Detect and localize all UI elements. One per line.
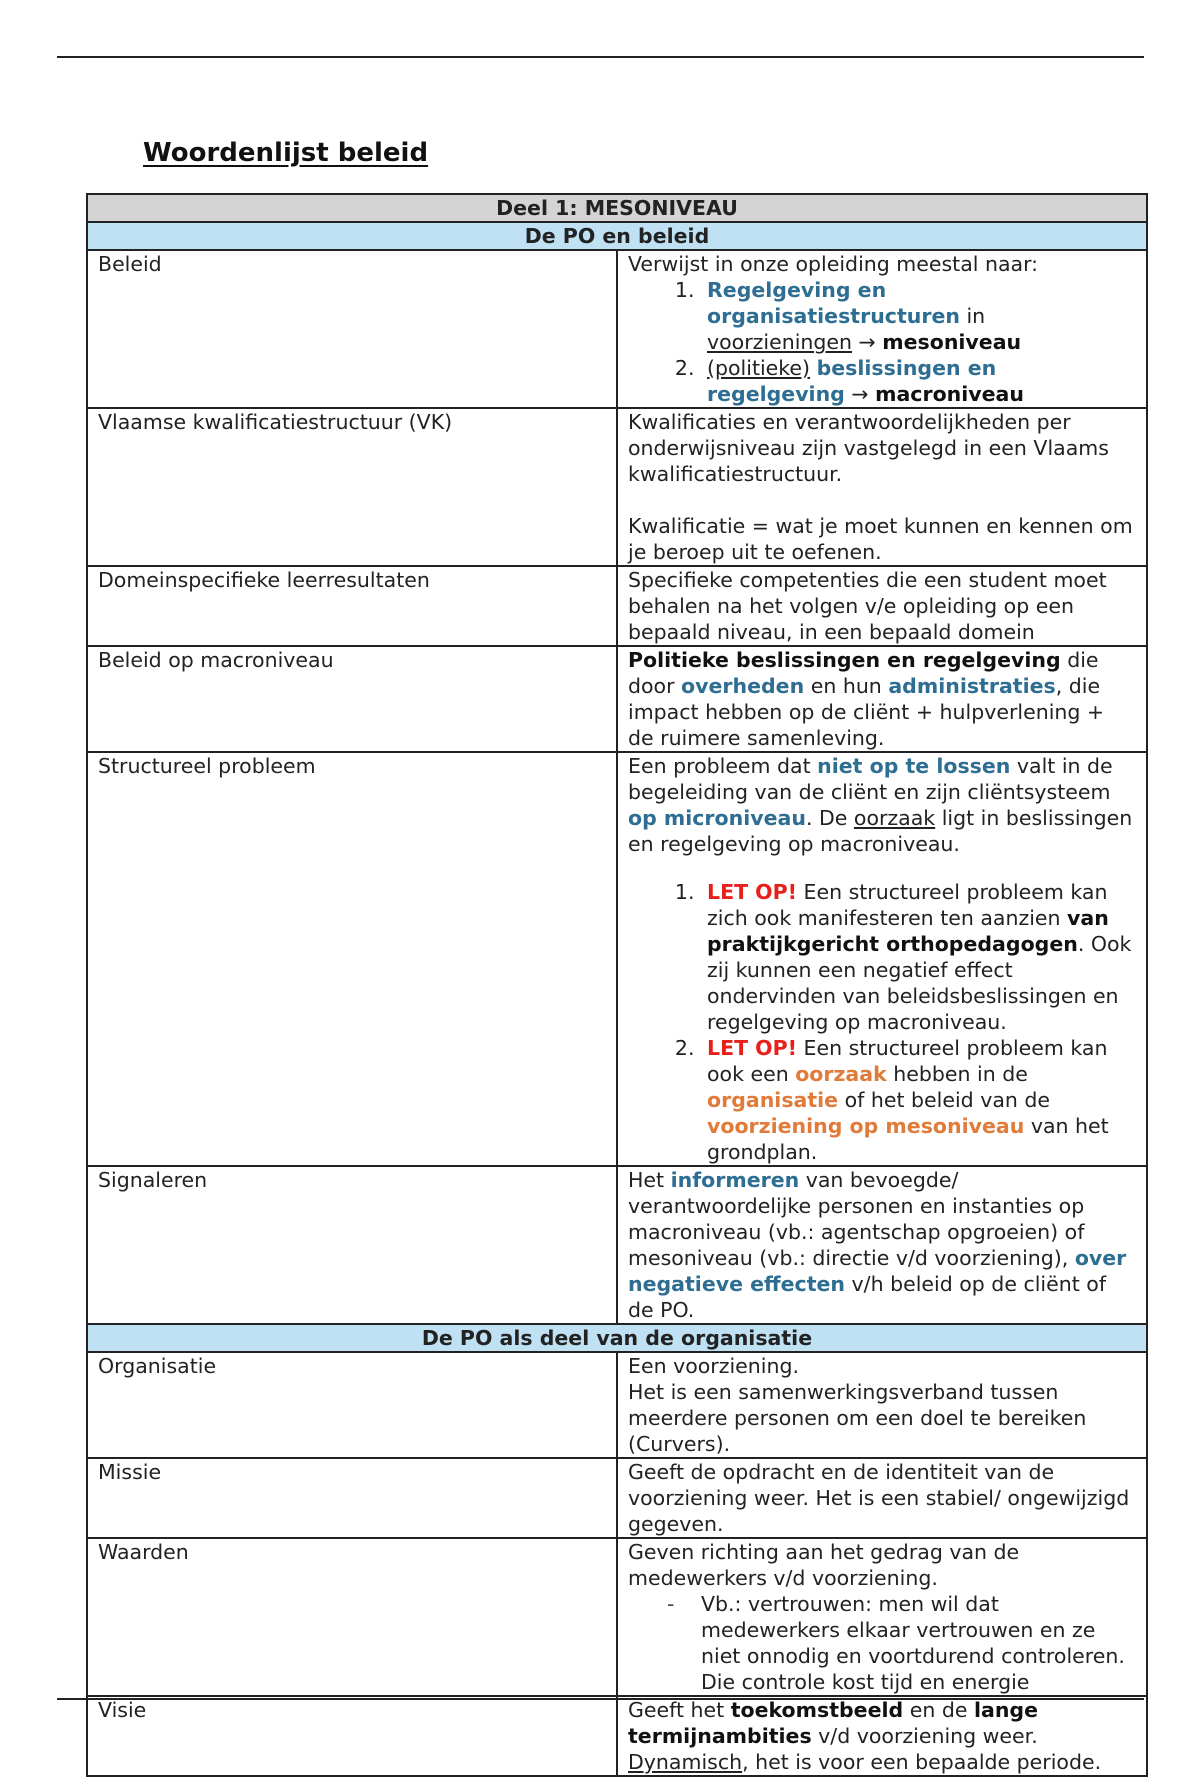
table-row xyxy=(87,566,1147,646)
highlight-text: voorziening op mesoniveau xyxy=(707,1114,1025,1138)
text: . De xyxy=(805,806,854,830)
table-row xyxy=(87,1696,1147,1776)
text: , het is voor een bepaalde periode. xyxy=(742,1750,1102,1774)
numbered-list xyxy=(628,277,1136,407)
definition-text: Een voorziening. xyxy=(628,1354,799,1378)
term-cell: Structureel probleem xyxy=(87,752,617,1166)
definition-text: Kwalificaties en verantwoordelijkheden per onderwijsniveau zijn vastgelegd in een Vlaams kwalificatiestructuur. xyxy=(628,410,1109,486)
text: en hun xyxy=(804,674,889,698)
text: . Ook zij kunnen een negatief effect ondervinden van beleidsbeslissingen en regelgeving op macroniveau. xyxy=(707,932,1132,1034)
document-title: Woordenlijst beleid xyxy=(143,138,429,168)
underlined-text: Dynamisch xyxy=(628,1750,743,1774)
arrow-icon: → xyxy=(858,330,876,354)
term-cell: Organisatie xyxy=(87,1352,617,1458)
bold-text: van praktijkgericht orthopedagogen xyxy=(707,906,1109,956)
glossary-table xyxy=(86,193,1148,1777)
definition-cell: Specifieke competenties die een student moet behalen na het volgen v/e opleiding op een bepaald niveau, in een bepaald domein xyxy=(617,566,1147,646)
table-row xyxy=(87,752,1147,1166)
list-item xyxy=(701,879,1136,1035)
bold-text: Politieke beslissingen en regelgeving xyxy=(628,648,1061,672)
table-row xyxy=(87,646,1147,752)
subsection-header: De PO als deel van de organisatie xyxy=(87,1324,1147,1352)
term-cell: Waarden xyxy=(87,1538,617,1696)
definition-cell xyxy=(617,646,1147,752)
table-row xyxy=(87,408,1147,566)
highlight-text: Regelgeving en organisatiestructuren xyxy=(707,278,960,328)
highlight-text: administraties xyxy=(888,674,1056,698)
subsection-header-row xyxy=(87,1324,1147,1352)
text: Een structureel probleem kan zich ook manifesteren ten aanzien xyxy=(707,880,1108,930)
bold-text: lange termijnambities xyxy=(628,1698,1039,1748)
highlight-text: informeren xyxy=(670,1168,800,1192)
highlight-text: beslissingen en regelgeving xyxy=(707,356,997,406)
highlight-text: organisatie xyxy=(707,1088,839,1112)
definition-cell xyxy=(617,1538,1147,1696)
subsection-header-row xyxy=(87,222,1147,250)
text: Een structureel probleem kan ook een xyxy=(707,1036,1108,1086)
bold-text: toekomstbeeld xyxy=(730,1698,904,1722)
highlight-text: overheden xyxy=(681,674,805,698)
underlined-text: voorzieningen xyxy=(707,330,853,354)
term-cell: Beleid op macroniveau xyxy=(87,646,617,752)
definition-intro: Verwijst in onze opleiding meestal naar: xyxy=(628,252,1039,276)
definition-text: Het is een samenwerkingsverband tussen meerdere personen om een doel te bereiken (Curvers). xyxy=(628,1380,1087,1456)
definition-text: Kwalificatie = wat je moet kunnen en kennen om je beroep uit te oefenen. xyxy=(628,514,1133,564)
text: Het xyxy=(628,1168,671,1192)
bullet-list xyxy=(628,1591,1136,1695)
text: die door xyxy=(628,648,1099,698)
definition-text: Geven richting aan het gedrag van de medewerkers v/d voorziening. xyxy=(628,1540,1020,1590)
highlight-text: over negatieve effecten xyxy=(628,1246,1127,1296)
warning-label: LET OP! xyxy=(707,880,797,904)
term-cell: Visie xyxy=(87,1696,617,1776)
text: en de xyxy=(903,1698,974,1722)
definition-cell xyxy=(617,752,1147,1166)
underlined-text: oorzaak xyxy=(853,806,936,830)
definition-cell xyxy=(617,408,1147,566)
header-rule xyxy=(57,56,1144,58)
definition-text xyxy=(628,753,1136,857)
term-cell: Signaleren xyxy=(87,1166,617,1324)
definition-cell xyxy=(617,1166,1147,1324)
term-cell: Vlaamse kwalificatiestructuur (VK) xyxy=(87,408,617,566)
text: Geeft het xyxy=(628,1698,731,1722)
highlight-text: niet op te lossen xyxy=(817,754,1011,778)
term-cell: Domeinspecifieke leerresultaten xyxy=(87,566,617,646)
text: van bevoegde/ verantwoordelijke personen en instanties op macroniveau (vb.: agentschap opgroeien) of mesoniveau (vb.: directie v/d voorziening), xyxy=(628,1168,1085,1270)
list-item xyxy=(701,1035,1136,1165)
text: v/h beleid op de cliënt of de PO. xyxy=(628,1272,1107,1322)
text: valt in de begeleiding van de cliënt en zijn cliëntsysteem xyxy=(628,754,1113,804)
highlight-text: op microniveau xyxy=(628,806,806,830)
text: hebben in de xyxy=(886,1062,1028,1086)
subsection-header: De PO en beleid xyxy=(87,222,1147,250)
text: ligt in beslissingen en regelgeving op macroniveau. xyxy=(628,806,1133,856)
text: of het beleid van de xyxy=(838,1088,1051,1112)
list-item xyxy=(701,355,1136,407)
definition-cell xyxy=(617,1696,1147,1776)
term-cell: Missie xyxy=(87,1458,617,1538)
warning-label: LET OP! xyxy=(707,1036,797,1060)
list-item xyxy=(701,277,1136,355)
table-row xyxy=(87,1352,1147,1458)
bold-text: macroniveau xyxy=(875,382,1024,406)
text: van het grondplan. xyxy=(707,1114,1109,1164)
highlight-text: oorzaak xyxy=(795,1062,887,1086)
text: , die impact hebben op de cliënt + hulpverlening + de ruimere samenleving. xyxy=(628,674,1105,750)
arrow-icon: → xyxy=(851,382,869,406)
list-item: - Vb.: vertrouwen: men wil dat medewerkers elkaar vertrouwen en ze niet onnodig en voortdurend controleren. Die controle kost tijd en energie xyxy=(701,1591,1136,1695)
term-cell: Beleid xyxy=(87,250,617,408)
underlined-text: (politieke) xyxy=(707,356,811,380)
section-header: Deel 1: MESONIVEAU xyxy=(87,194,1147,222)
text: v/d voorziening weer. xyxy=(811,1724,1038,1748)
numbered-list xyxy=(628,879,1136,1165)
definition-cell xyxy=(617,1352,1147,1458)
text: Een probleem dat xyxy=(628,754,818,778)
table-row xyxy=(87,1538,1147,1696)
table-row xyxy=(87,1458,1147,1538)
table-row xyxy=(87,250,1147,408)
section-header-row xyxy=(87,194,1147,222)
table-row xyxy=(87,1166,1147,1324)
text: in xyxy=(959,304,986,328)
definition-cell xyxy=(617,250,1147,408)
definition-cell: Geeft de opdracht en de identiteit van de voorziening weer. Het is een stabiel/ ongewijzigd gegeven. xyxy=(617,1458,1147,1538)
bold-text: mesoniveau xyxy=(882,330,1022,354)
